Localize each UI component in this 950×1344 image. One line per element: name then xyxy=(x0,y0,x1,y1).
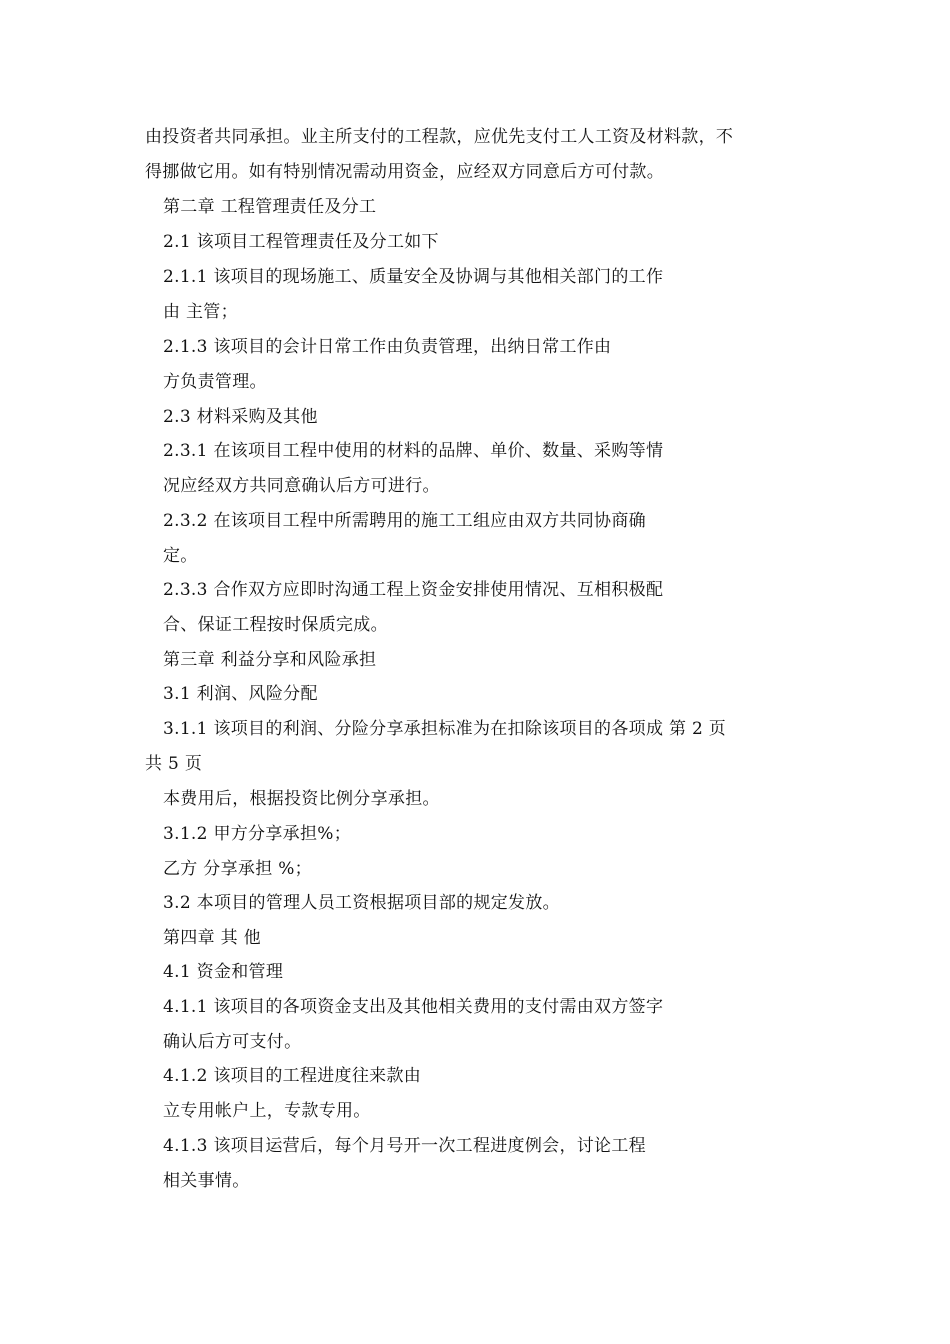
chapter-heading: 第四章 其 他 xyxy=(163,928,261,948)
section-heading: 2.1 该项目工程管理责任及分工如下 xyxy=(163,232,439,252)
paragraph-line: 确认后方可支付。 xyxy=(163,1032,302,1052)
chapter-heading: 第三章 利益分享和风险承担 xyxy=(163,650,377,670)
section-heading: 4.1 资金和管理 xyxy=(163,962,284,982)
paragraph-line: 2.3.1 在该项目工程中使用的材料的品牌、单价、数量、采购等情 xyxy=(163,441,664,461)
paragraph-line: 2.3.3 合作双方应即时沟通工程上资金安排使用情况、互相积极配 xyxy=(163,580,664,600)
paragraph-line: 3.2 本项目的管理人员工资根据项目部的规定发放。 xyxy=(163,893,560,913)
paragraph-line: 方负责管理。 xyxy=(163,372,267,392)
paragraph-line: 2.1.1 该项目的现场施工、质量安全及协调与其他相关部门的工作 xyxy=(163,267,664,287)
paragraph-line: 得挪做它用。如有特别情况需动用资金，应经双方同意后方可付款。 xyxy=(145,162,664,182)
paragraph-line: 立专用帐户上，专款专用。 xyxy=(163,1101,371,1121)
paragraph-line: 本费用后，根据投资比例分享承担。 xyxy=(163,789,440,809)
chapter-heading: 第二章 工程管理责任及分工 xyxy=(163,197,377,217)
paragraph-line: 3.1.1 该项目的利润、分险分享承担标准为在扣除该项目的各项成 第 2 页 xyxy=(163,719,727,739)
paragraph-line: 由投资者共同承担。业主所支付的工程款，应优先支付工人工资及材料款，不 xyxy=(145,127,734,147)
paragraph-line: 4.1.1 该项目的各项资金支出及其他相关费用的支付需由双方签字 xyxy=(163,997,664,1017)
paragraph-line: 相关事情。 xyxy=(163,1171,250,1191)
paragraph-line: 2.3.2 在该项目工程中所需聘用的施工工组应由双方共同协商确 xyxy=(163,511,646,531)
paragraph-line: 由 主管； xyxy=(163,302,238,322)
section-heading: 2.3 材料采购及其他 xyxy=(163,407,318,427)
paragraph-line: 定。 xyxy=(163,546,198,566)
paragraph-line: 3.1.2 甲方分享承担%； xyxy=(163,824,352,844)
paragraph-line: 4.1.2 该项目的工程进度往来款由 xyxy=(163,1066,422,1086)
paragraph-line: 乙方 分享承担 %； xyxy=(163,859,312,879)
section-heading: 3.1 利润、风险分配 xyxy=(163,684,318,704)
paragraph-line: 2.1.3 该项目的会计日常工作由负责管理，出纳日常工作由 xyxy=(163,337,612,357)
paragraph-line: 4.1.3 该项目运营后，每个月号开一次工程进度例会，讨论工程 xyxy=(163,1136,646,1156)
paragraph-line: 合、保证工程按时保质完成。 xyxy=(163,615,388,635)
paragraph-line: 况应经双方共同意确认后方可进行。 xyxy=(163,476,440,496)
page-number-continuation: 共 5 页 xyxy=(145,754,203,774)
